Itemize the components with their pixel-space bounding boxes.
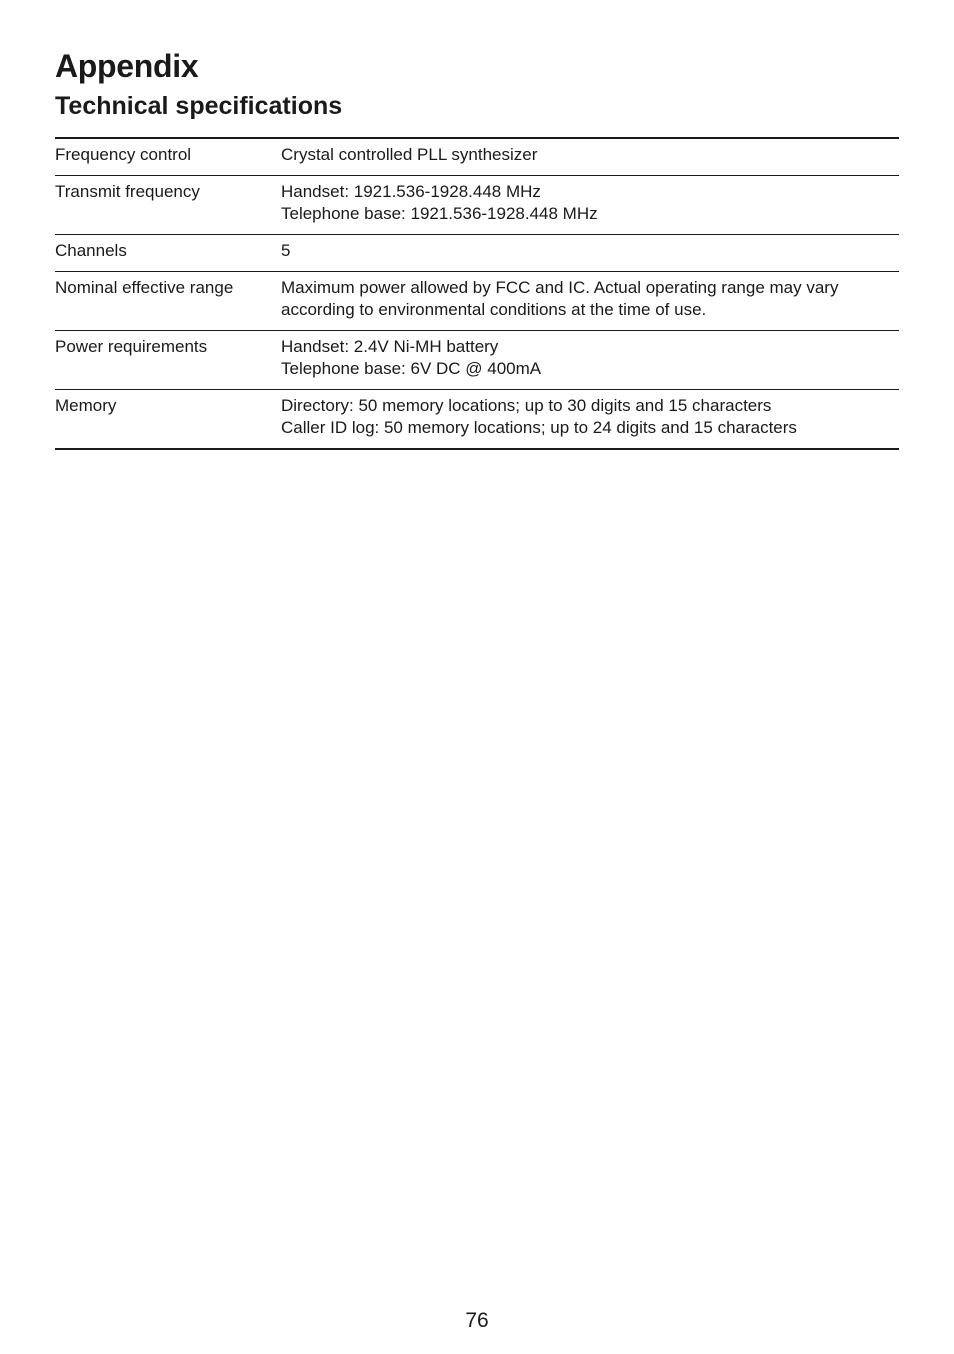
- spec-value-line: Directory: 50 memory locations; up to 30 digits and 15 characters: [281, 396, 772, 415]
- spec-label: Power requirements: [55, 337, 208, 356]
- table-row: [55, 234, 899, 271]
- spec-value-line: Handset: 1921.536-1928.448 MHz: [281, 182, 541, 201]
- spec-value: [281, 395, 899, 439]
- spec-value-line: Telephone base: 1921.536-1928.448 MHz: [281, 204, 598, 223]
- spec-value: [281, 277, 899, 321]
- table-row: [55, 175, 899, 234]
- spec-value: [281, 336, 899, 380]
- spec-label: Transmit frequency: [55, 182, 200, 201]
- spec-table: [55, 137, 899, 450]
- table-row: [55, 271, 899, 330]
- spec-label: Frequency control: [55, 145, 192, 164]
- spec-value-line: Handset: 2.4V Ni-MH battery: [281, 337, 499, 356]
- spec-label: Channels: [55, 241, 127, 260]
- table-row: [55, 139, 899, 175]
- spec-value-line: Telephone base: 6V DC @ 400mA: [281, 359, 542, 378]
- spec-label: Memory: [55, 396, 117, 415]
- table-row: [55, 389, 899, 448]
- table-row: [55, 330, 899, 389]
- spec-value: [281, 144, 899, 166]
- spec-value-line: according to environmental conditions at the time of use.: [281, 300, 707, 319]
- spec-value-line: Crystal controlled PLL synthesizer: [281, 145, 538, 164]
- spec-value-line: Maximum power allowed by FCC and IC. Actual operating range may vary: [281, 278, 839, 297]
- spec-value: [281, 181, 899, 225]
- section-title: Technical specifications: [55, 92, 343, 120]
- spec-label: Nominal effective range: [55, 278, 234, 297]
- spec-value-line: 5: [281, 241, 291, 260]
- page-number: 76: [465, 1309, 489, 1332]
- spec-value-line: Caller ID log: 50 memory locations; up to 24 digits and 15 characters: [281, 418, 797, 437]
- spec-value: [281, 240, 899, 262]
- page-title: Appendix: [55, 48, 199, 84]
